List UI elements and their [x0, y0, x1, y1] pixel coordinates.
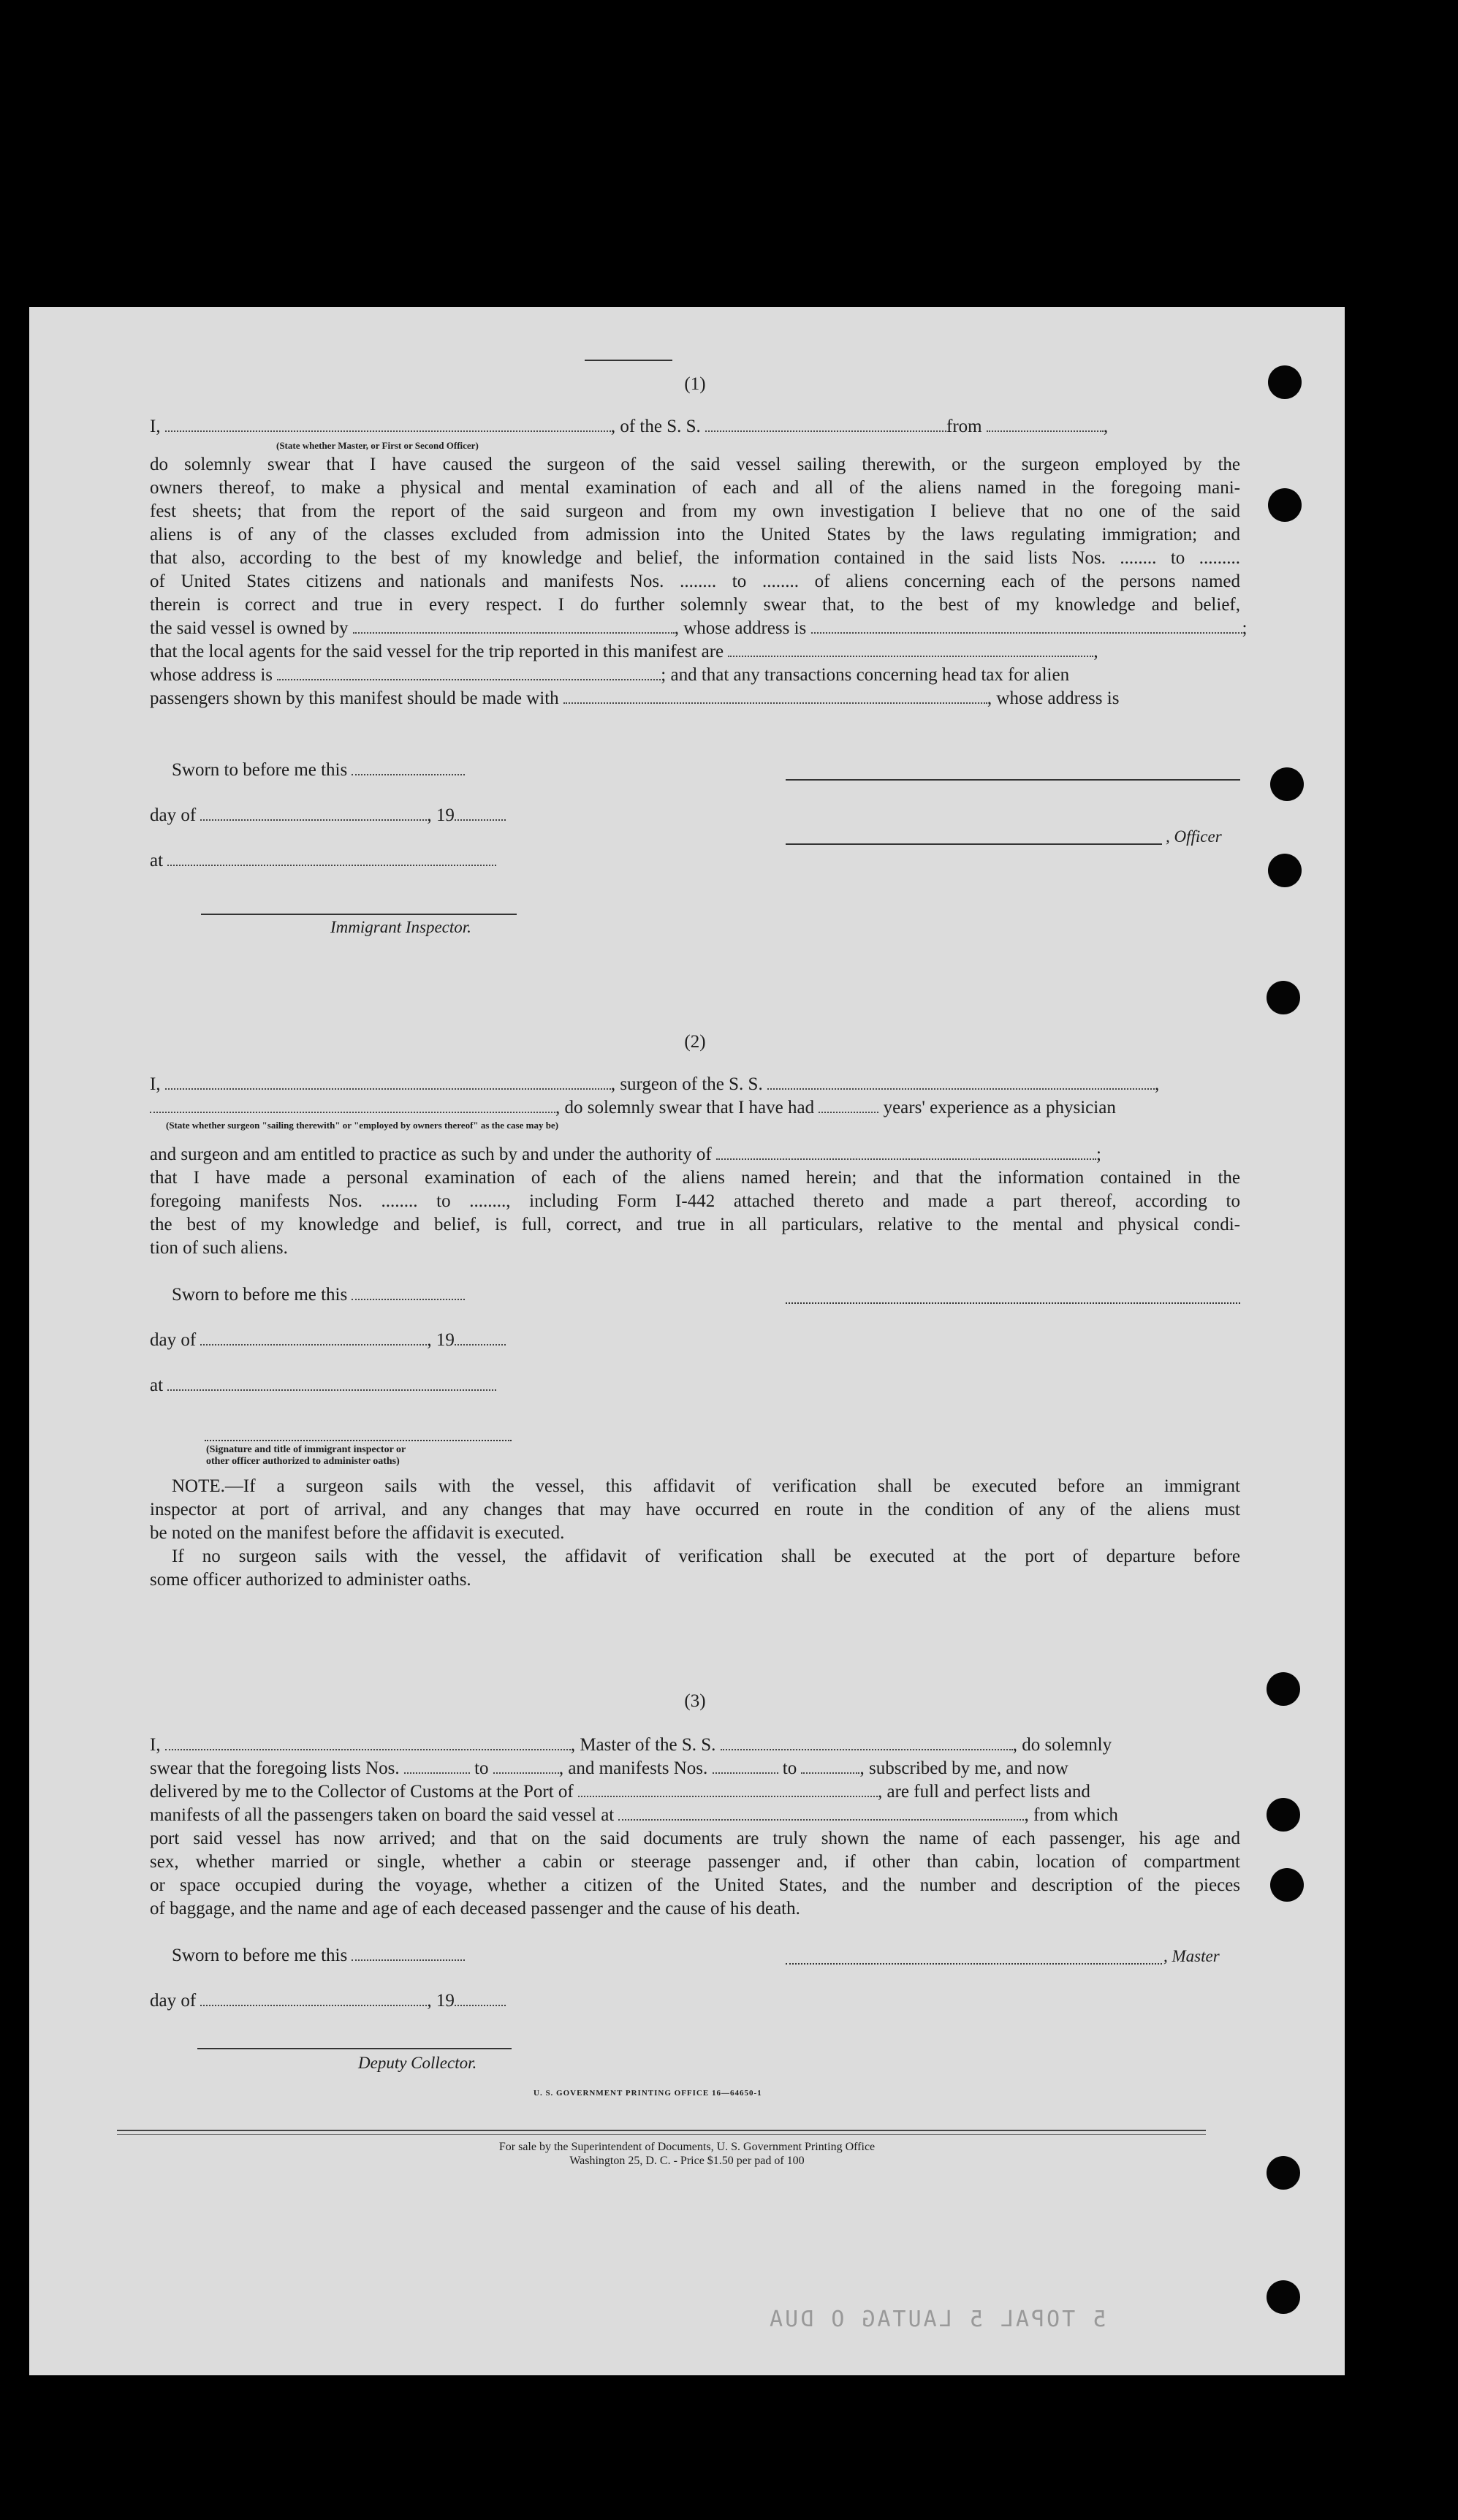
section-2-line-1: I, , surgeon of the S. S. ,: [150, 1074, 1160, 1094]
officer-name-field[interactable]: [165, 416, 611, 432]
list-to-field[interactable]: [493, 1758, 559, 1774]
signature-line: [786, 779, 1240, 781]
form-sheet: [29, 307, 1345, 2375]
deputy-signature-line: [197, 2048, 512, 2049]
sworn-line: Sworn to before me this: [172, 759, 1262, 782]
day-of-line: day of , 19: [150, 804, 1240, 827]
day-of-field[interactable]: [200, 1990, 427, 2006]
sworn-line: Sworn to before me this: [172, 1283, 1262, 1307]
section-1-line-1: I, , of the S. S. from ,: [150, 417, 1109, 436]
surgeon-signature-line: [786, 1302, 1240, 1304]
punch-hole: [1268, 488, 1302, 522]
section-2-para-line: tion of such aliens.: [150, 1238, 288, 1258]
section-2-para-line: foregoing manifests Nos. ........ to ........, including Form I-442 attached thereto and made a part thereof, according to: [150, 1191, 1240, 1211]
vessel-name-field[interactable]: [705, 416, 946, 432]
manifest-to-field[interactable]: [801, 1758, 859, 1774]
section-1-para-line: of United States citizens and nationals and manifests Nos. ........ to ........ of aliens concerning each of the persons named: [150, 572, 1240, 591]
section-1-owned-line: the said vessel is owned by , whose address is ;: [150, 618, 1248, 638]
footer-sale-line: For sale by the Superintendent of Documents, U. S. Government Printing Office: [498, 2141, 876, 2153]
gpo-imprint: U. S. GOVERNMENT PRINTING OFFICE 16—64650-1: [534, 2089, 762, 2098]
manifest-from-field[interactable]: [713, 1758, 778, 1774]
section-1-heading: (1): [684, 374, 706, 394]
punch-hole: [1270, 1868, 1304, 1902]
section-3-line-4: manifests of all the passengers taken on board the said vessel at , from which: [150, 1805, 1118, 1825]
at-place-field[interactable]: [167, 850, 496, 866]
punch-hole: [1268, 365, 1302, 399]
section-2-line-2: , do solemnly swear that I have had years' experience as a physician: [150, 1096, 1240, 1120]
inspector-signature-line: [205, 1440, 512, 1441]
note-line: some officer authorized to administer oaths.: [150, 1570, 471, 1590]
section-1-para-line: fest sheets; that from the report of the said surgeon and from my own investigation I believe that no one of the said: [150, 501, 1240, 521]
at-place-field[interactable]: [167, 1375, 496, 1391]
section-3-line-1: I, , Master of the S. S. , do solemnly: [150, 1735, 1112, 1755]
master-vessel-field[interactable]: [721, 1734, 1013, 1750]
signature-caption: (Signature and title of immigrant inspector or other officer authorized to administer oaths): [206, 1444, 406, 1467]
section-3-heading: (3): [684, 1691, 706, 1711]
at-line: at: [150, 1374, 1240, 1397]
surgeon-vessel-field[interactable]: [767, 1074, 1155, 1090]
year-field[interactable]: [455, 1329, 506, 1346]
agents-address-field[interactable]: [277, 664, 661, 680]
authority-field[interactable]: [716, 1144, 1096, 1160]
owner-address-field[interactable]: [811, 618, 1242, 634]
footer-rule: [117, 2130, 1206, 2131]
port-from-field[interactable]: [987, 416, 1104, 432]
note-line: NOTE.—If a surgeon sails with the vessel, this affidavit of verification shall be executed before an immigrant: [172, 1476, 1240, 1496]
day-of-line: day of , 19: [150, 1329, 1240, 1352]
section-1-para-line: that also, according to the best of my knowledge and belief, the information contained in the said lists Nos. ........ to .........: [150, 548, 1240, 568]
inspector-label: Immigrant Inspector.: [330, 918, 471, 936]
section-1-agents-line: that the local agents for the said vessel for the trip reported in this manifest are ,: [150, 642, 1098, 661]
section-1-para-line: aliens is of any of the classes excluded from admission into the United States by the laws regulating immigration; and: [150, 525, 1240, 544]
reversed-stamp: 5 TOPAL 5 LAUTAG O DUA: [767, 2307, 1106, 2332]
day-of-line: day of , 19: [150, 1989, 1240, 2013]
note-line: be noted on the manifest before the affidavit is executed.: [150, 1523, 565, 1543]
section-3-para-line: sex, whether married or single, whether a cabin or steerage passenger and, if other than cabin, location of compartment: [150, 1852, 1240, 1872]
owner-field[interactable]: [353, 618, 675, 634]
day-of-field[interactable]: [200, 805, 427, 821]
surgeon-status-field[interactable]: [150, 1097, 555, 1113]
section-3-para-line: port said vessel has now arrived; and that on the said documents are truly shown the name of each passenger, his age and: [150, 1829, 1240, 1848]
section-1-caption: (State whether Master, or First or Second Officer): [276, 440, 479, 451]
deputy-label: Deputy Collector.: [358, 2054, 477, 2072]
section-3-line-3: delivered by me to the Collector of Customs at the Port of , are full and perfect lists and: [150, 1782, 1090, 1802]
head-tax-party-field[interactable]: [563, 688, 987, 704]
note-line: If no surgeon sails with the vessel, the affidavit of verification shall be executed at the port of departure before: [172, 1546, 1240, 1566]
punch-hole: [1267, 1798, 1300, 1832]
section-2-para-line: that I have made a personal examination of each of the aliens named herein; and that the information contained in the: [150, 1168, 1240, 1188]
agents-field[interactable]: [728, 641, 1093, 657]
footer-rule: [117, 2134, 1206, 2135]
punch-hole: [1267, 1672, 1300, 1706]
surgeon-name-field[interactable]: [165, 1074, 611, 1090]
at-line: at: [150, 849, 1240, 873]
section-2-heading: (2): [684, 1032, 706, 1052]
punch-hole: [1270, 767, 1304, 801]
section-1-para-line: therein is correct and true in every respect. I do further solemnly swear that, to the best of my knowledge and belief,: [150, 595, 1240, 615]
year-field[interactable]: [455, 805, 506, 821]
officer-label: , Officer: [1166, 827, 1222, 846]
punch-hole: [1267, 2280, 1300, 2314]
master-signature-line: [786, 1963, 1162, 1965]
section-1-para-line: do solemnly swear that I have caused the surgeon of the said vessel sailing therewith, or the surgeon employed by the: [150, 455, 1240, 474]
sworn-date-field[interactable]: [352, 1284, 465, 1300]
authority-line: and surgeon and am entitled to practice as such by and under the authority of ;: [150, 1145, 1101, 1164]
section-1-passengers-line: passengers shown by this manifest should be made with , whose address is: [150, 688, 1120, 708]
officer-signature-line: [786, 843, 1162, 845]
sworn-date-field[interactable]: [352, 1945, 465, 1961]
master-label: , Master: [1163, 1947, 1220, 1965]
section-1-address-line: whose address is ; and that any transactions concerning head tax for alien: [150, 665, 1070, 685]
punch-hole: [1267, 981, 1300, 1014]
master-name-field[interactable]: [165, 1734, 571, 1750]
day-of-field[interactable]: [200, 1329, 427, 1346]
section-2-para-line: the best of my knowledge and belief, is full, correct, and true in all particulars, relative to the mental and physical condi-: [150, 1215, 1240, 1234]
note-line: inspector at port of arrival, and any changes that may have occurred en route in the condition of any of the aliens must: [150, 1500, 1240, 1519]
year-field[interactable]: [455, 1990, 506, 2006]
section-3-para-line: or space occupied during the voyage, whether a citizen of the United States, and the number and description of the pieces: [150, 1875, 1240, 1895]
port-field[interactable]: [578, 1781, 878, 1797]
punch-hole: [1268, 854, 1302, 887]
section-3-para-line: of baggage, and the name and age of each deceased passenger and the cause of his death.: [150, 1899, 800, 1919]
sworn-date-field[interactable]: [352, 759, 465, 775]
years-field[interactable]: [819, 1097, 878, 1113]
sworn-line: Sworn to before me this: [172, 1944, 1262, 1967]
list-from-field[interactable]: [404, 1758, 470, 1774]
inspector-signature-line: [201, 914, 517, 915]
top-rule: [585, 360, 672, 361]
section-3-line-2: swear that the foregoing lists Nos. to , and manifests Nos. to , subscribed by me, and now: [150, 1758, 1068, 1778]
port-boarded-field[interactable]: [618, 1804, 1024, 1821]
section-2-caption: (State whether surgeon "sailing therewith" or "employed by owners thereof" as the case may be): [166, 1120, 559, 1131]
section-1-para-line: owners thereof, to make a physical and mental examination of each and all of the aliens named in the foregoing mani-: [150, 478, 1240, 498]
footer-address-line: Washington 25, D. C. - Price $1.50 per pad of 100: [569, 2155, 805, 2167]
